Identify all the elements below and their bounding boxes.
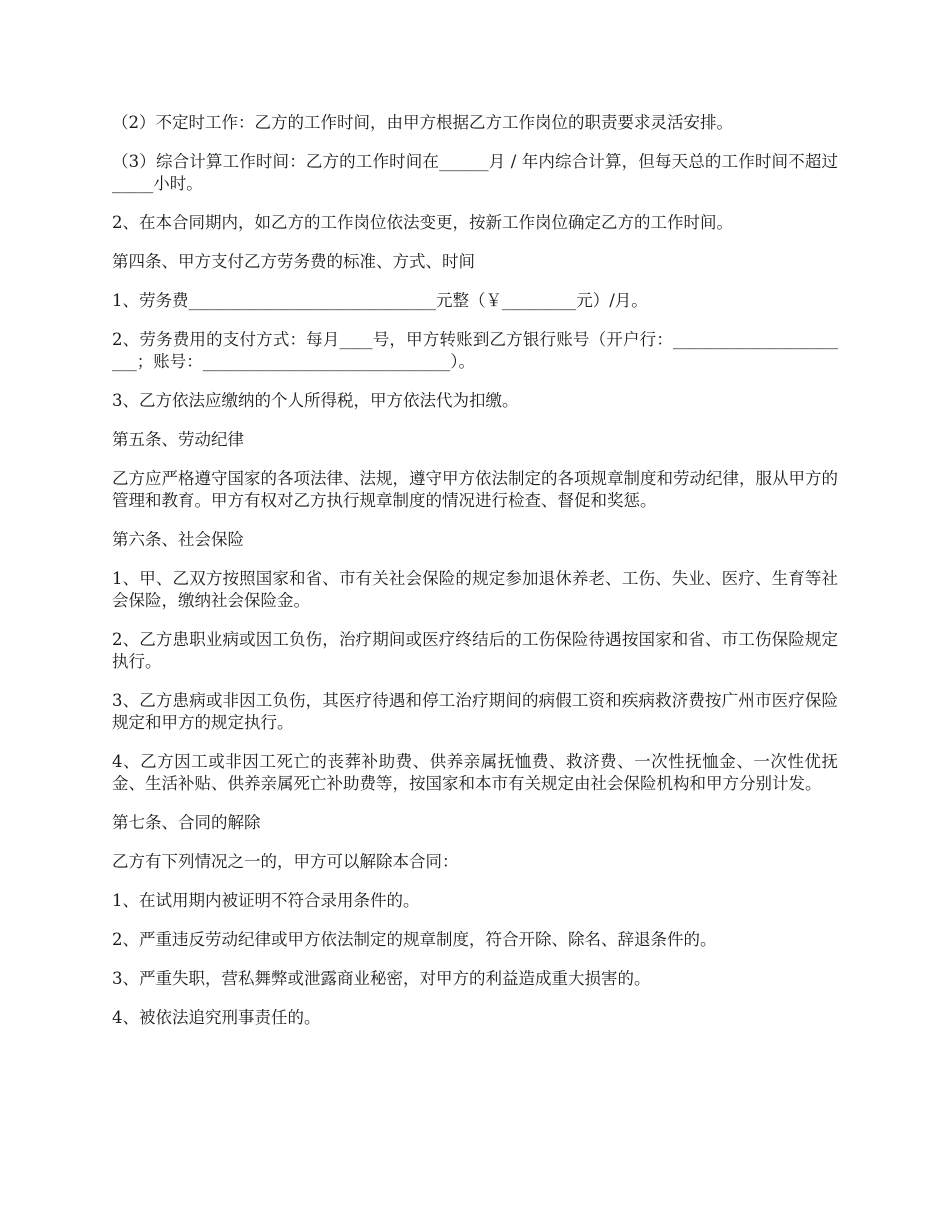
paragraph-social-insurance-2: 2、乙方患职业病或因工负伤，治疗期间或医疗终结后的工伤保险待遇按国家和省、市工伤保险规定执行。: [112, 630, 838, 671]
paragraph-comprehensive-hours: （3）综合计算工作时间：乙方的工作时间在______月 / 年内综合计算，但每天总的工作时间不超过_____小时。: [112, 152, 838, 193]
paragraph-social-insurance-4: 4、乙方因工或非因工死亡的丧葬补助费、供养亲属抚恤费、救济费、一次性抚恤金、一次性优抚金、生活补贴、供养亲属死亡补助费等，按国家和本市有关规定由社会保险机构和甲方分别计发。: [112, 752, 838, 793]
paragraph-payment-method: 2、劳务费用的支付方式：每月____号，甲方转账到乙方银行账号（开户行：_______________________；账号：______________________________）。: [112, 330, 838, 371]
paragraph-income-tax: 3、乙方依法应缴纳的个人所得税，甲方依法代为扣缴。: [112, 391, 519, 410]
paragraph-position-change: 2、在本合同期内，如乙方的工作岗位依法变更，按新工作岗位确定乙方的工作时间。: [112, 213, 733, 232]
heading-article-4: 第四条、甲方支付乙方劳务费的标准、方式、时间: [112, 252, 475, 271]
paragraph-termination-4: 4、被依法追究刑事责任的。: [112, 1008, 321, 1027]
paragraph-termination-1: 1、在试用期内被证明不符合录用条件的。: [112, 891, 420, 910]
paragraph-service-fee: 1、劳务费______________________________元整（￥_________元）/月。: [112, 291, 648, 310]
heading-article-5: 第五条、劳动纪律: [112, 430, 244, 449]
paragraph-termination-2: 2、严重违反劳动纪律或甲方依法制定的规章制度，符合开除、除名、辞退条件的。: [112, 930, 717, 949]
heading-article-6: 第六条、社会保险: [112, 530, 244, 549]
paragraph-irregular-hours: （2）不定时工作：乙方的工作时间，由甲方根据乙方工作岗位的职责要求灵活安排。: [112, 113, 733, 132]
heading-article-7: 第七条、合同的解除: [112, 813, 261, 832]
paragraph-social-insurance-3: 3、乙方患病或非因工负伤，其医疗待遇和停工治疗期间的病假工资和疾病救济费按广州市医疗保险规定和甲方的规定执行。: [112, 691, 838, 732]
paragraph-social-insurance-1: 1、甲、乙双方按照国家和省、市有关社会保险的规定参加退休养老、工伤、失业、医疗、生育等社会保险，缴纳社会保险金。: [112, 569, 838, 610]
paragraph-labor-discipline: 乙方应严格遵守国家的各项法律、法规，遵守甲方依法制定的各项规章制度和劳动纪律，服从甲方的管理和教育。甲方有权对乙方执行规章制度的情况进行检查、督促和奖惩。: [112, 469, 838, 510]
paragraph-termination-3: 3、严重失职，营私舞弊或泄露商业秘密，对甲方的利益造成重大损害的。: [112, 969, 651, 988]
paragraph-termination-intro: 乙方有下列情况之一的，甲方可以解除本合同：: [112, 852, 459, 871]
